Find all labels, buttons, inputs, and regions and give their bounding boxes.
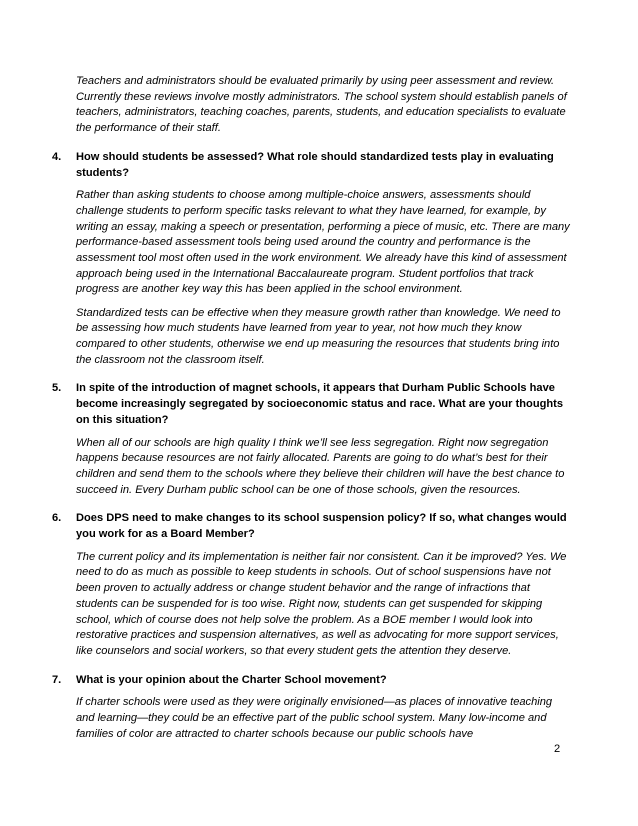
question-6-text: Does DPS need to make changes to its school suspension policy? If so, what changes would you work for as a Board Member? bbox=[76, 512, 567, 541]
answer-4-paragraph-2: Standardized tests can be effective when they measure growth rather than knowledge. We need to be assessing how much students have learned from year to year, not how much they know compared to other students, otherwise we end up measuring the resources that students bring into the classroom not the classroom itself. bbox=[76, 306, 561, 366]
answer-5-paragraph: When all of our schools are high quality I think we’ll see less segregation. Right now segregation happens because resources are not fairly allocated. Parents are going to do what’s best for their children and send them to the schools where they believe their children will have the best chance to succeed in. Every Durham public school can be one of those schools, given the resources. bbox=[76, 436, 565, 496]
question-4-text: How should students be assessed? What role should standardized tests play in evaluating students? bbox=[76, 150, 554, 179]
question-6-number: 6. bbox=[52, 512, 62, 525]
question-5 bbox=[52, 381, 572, 428]
answer-4-paragraph-1: Rather than asking students to choose among multiple-choice answers, assessments should challenge students to perform specific tasks relevant to what they have learned, for example, by writing an essay, making a speech or presentation, performing a piece of music, etc. There are many performance-based assessment tools being used around the country and performance is the assessment tool most often used in the work environment. We already have this kind of assessment approach being used in the International Baccalaureate program. Student portfolios that track progress are another key way this has been applied in the school environment. bbox=[76, 189, 570, 296]
question-5-number: 5. bbox=[52, 382, 62, 395]
question-4-number: 4. bbox=[52, 150, 62, 163]
question-6 bbox=[52, 511, 572, 542]
answer-7-paragraph: If charter schools were used as they were originally envisioned—as places of innovative teaching and learning—they could be an effective part of the public school system. Many low-income and families of color are attracted to charter schools because our public schools have bbox=[76, 696, 553, 740]
page-number: 2 bbox=[554, 743, 561, 755]
question-7 bbox=[52, 673, 572, 689]
question-4 bbox=[52, 150, 572, 181]
page-content bbox=[52, 74, 572, 743]
answer-6-paragraph: The current policy and its implementation is neither fair nor consistent. Can it be improved? Yes. We need to do as much as possible to keep students in schools. Out of school suspensions have not been proven to actually address or change student behavior and the range of infractions that students can be suspended for is too wise. Right now, students can get suspended for skipping school, which of course does not help solve the problem. As a BOE member I would look into restorative practices and suspension alternatives, as well as advocating for more support services, like counselors and social workers, so that every student gets the attention they deserve. bbox=[76, 550, 567, 657]
answer-3-paragraph: Teachers and administrators should be evaluated primarily by using peer assessment and review. Currently these reviews involve mostly administrators. The school system should establish panels of teachers, administrators, teaching coaches, parents, students, and education specialists to evaluate the performance of their staff. bbox=[76, 75, 567, 135]
question-7-number: 7. bbox=[52, 673, 62, 686]
question-5-text: In spite of the introduction of magnet schools, it appears that Durham Public Schools have become increasingly segregated by socioeconomic status and race. What are your thoughts on this situation? bbox=[76, 382, 564, 426]
question-7-text: What is your opinion about the Charter School movement? bbox=[76, 673, 387, 686]
